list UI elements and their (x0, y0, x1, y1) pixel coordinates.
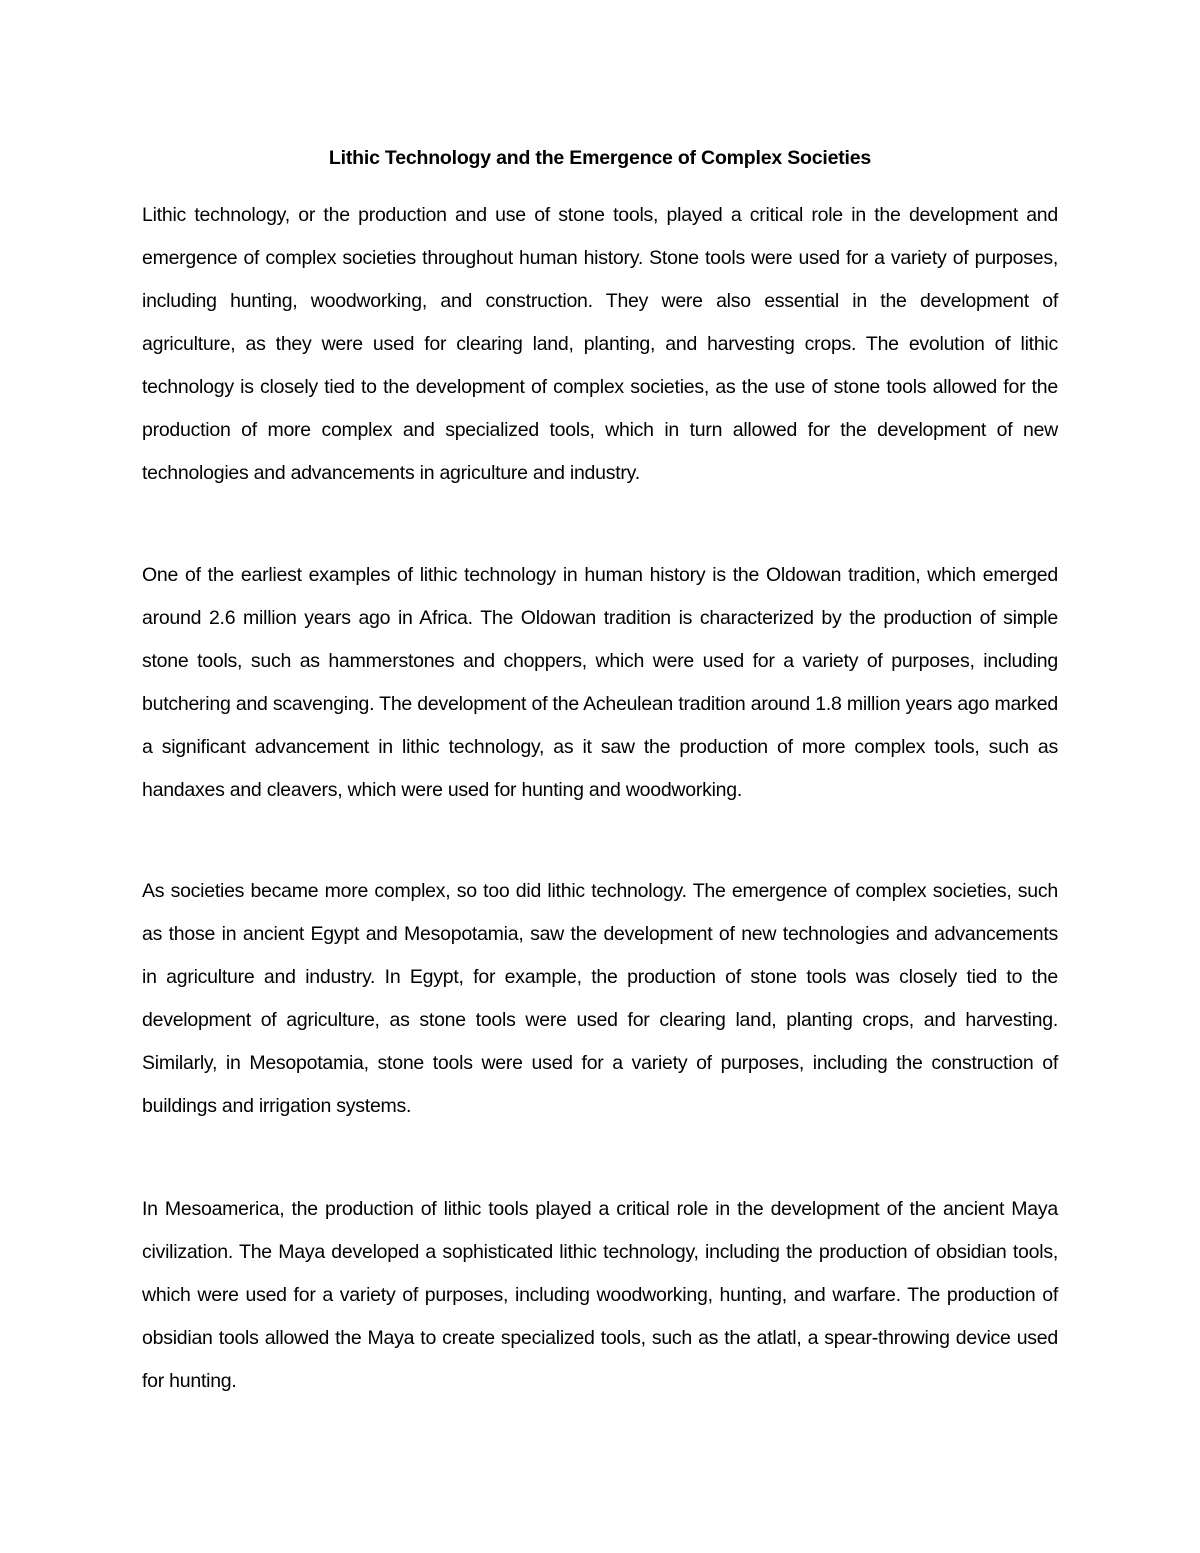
paragraph-3: As societies became more complex, so too did lithic technology. The emergence of complex societies, such as those in ancient Egypt and Mesopotamia, saw the development of new technologies and advancements in agriculture and industry. In Egypt, for example, the production of stone tools was closely tied to the development of agriculture, as stone tools were used for clearing land, planting crops, and harvesting. Similarly, in Mesopotamia, stone tools were used for a variety of purposes, including the construction of buildings and irrigation systems. (142, 880, 1058, 1117)
document-title: Lithic Technology and the Emergence of Complex Societies (328, 147, 872, 169)
paragraph-2: One of the earliest examples of lithic technology in human history is the Oldowan tradition, which emerged around 2.6 million years ago in Africa. The Oldowan tradition is characterized by the production of simple stone tools, such as hammerstones and choppers, which were used for a variety of purposes, including butchering and scavenging. The development of the Acheulean tradition around 1.8 million years ago marked a significant advancement in lithic technology, as it saw the production of more complex tools, such as handaxes and cleavers, which were used for hunting and woodworking. (142, 564, 1058, 801)
paragraph-4: In Mesoamerica, the production of lithic tools played a critical role in the development of the ancient Maya civilization. The Maya developed a sophisticated lithic technology, including the production of obsidian tools, which were used for a variety of purposes, including woodworking, hunting, and warfare. The production of obsidian tools allowed the Maya to create specialized tools, such as the atlatl, a spear-throwing device used for hunting. (142, 1198, 1058, 1392)
paragraph-1: Lithic technology, or the production and use of stone tools, played a critical role in the development and emergence of complex societies throughout human history. Stone tools were used for a variety of purposes, including hunting, woodworking, and construction. They were also essential in the development of agriculture, as they were used for clearing land, planting, and harvesting crops. The evolution of lithic technology is closely tied to the development of complex societies, as the use of stone tools allowed for the production of more complex and specialized tools, which in turn allowed for the development of new technologies and advancements in agriculture and industry. (142, 204, 1058, 484)
